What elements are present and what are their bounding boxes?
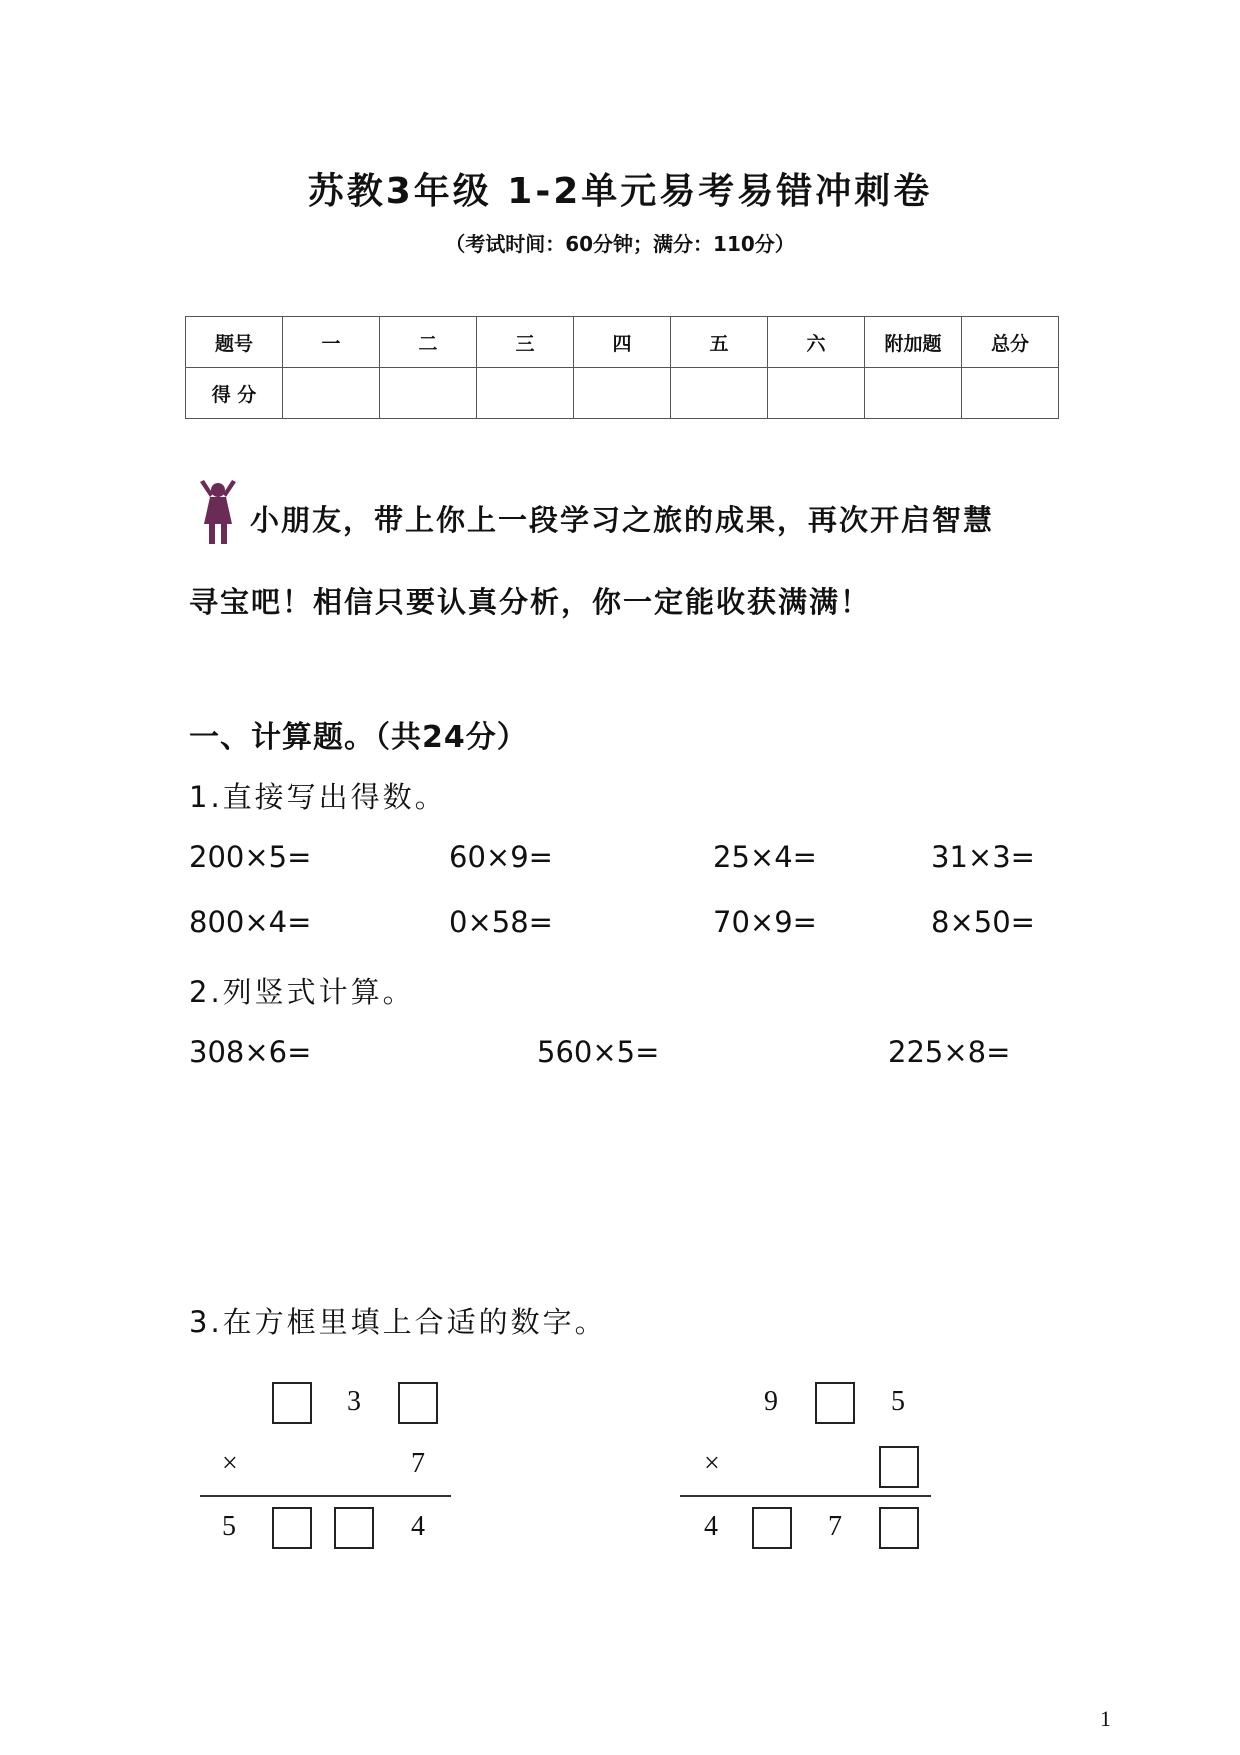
vertical-calc-item: 225×8= [888,1035,1011,1069]
answer-box[interactable] [334,1507,374,1549]
calc-item: 8×50= [931,905,1035,939]
digit: 4 [411,1511,425,1542]
question-3-prompt: 3.在方框里填上合适的数字。 [189,1305,607,1339]
digit: 7 [411,1448,425,1479]
vertical-calc-item: 308×6= [189,1035,312,1069]
answer-box[interactable] [815,1382,855,1424]
digit: 3 [347,1386,361,1417]
score-table [185,316,1059,419]
answer-box[interactable] [752,1507,792,1549]
score-cell[interactable] [865,368,962,419]
score-cell[interactable] [380,368,477,419]
calc-item: 25×4= [713,840,817,874]
calc-item: 0×58= [449,905,553,939]
girl-icon [196,480,240,546]
digit: 4 [704,1511,718,1542]
calc-item: 200×5= [189,840,312,874]
calc-item: 60×9= [449,840,553,874]
digit: 5 [222,1511,236,1542]
digit: 5 [891,1386,905,1417]
answer-box[interactable] [272,1382,312,1424]
intro-line-2: 寻宝吧！相信只要认真分析，你一定能收获满满！ [189,585,872,619]
score-cell[interactable] [768,368,865,419]
score-cell[interactable] [574,368,671,419]
header-cell: 四 [574,317,671,368]
header-cell: 六 [768,317,865,368]
vertical-calc-item: 560×5= [537,1035,660,1069]
score-table-header-row [186,317,1059,368]
answer-box[interactable] [272,1507,312,1549]
score-cell[interactable] [962,368,1059,419]
header-cell: 三 [477,317,574,368]
score-cell[interactable] [671,368,768,419]
header-cell: 题号 [186,317,283,368]
page-number: 1 [1100,1706,1111,1731]
digit: 7 [828,1511,842,1542]
header-cell: 一 [283,317,380,368]
answer-box[interactable] [879,1446,919,1488]
header-cell: 附加题 [865,317,962,368]
times-sign: × [222,1448,238,1479]
section-title: 一、计算题。（共24分） [189,720,528,755]
intro-line-1: 小朋友，带上你上一段学习之旅的成果，再次开启智慧 [250,503,995,537]
answer-box[interactable] [879,1507,919,1549]
result-line [200,1495,451,1497]
header-cell: 二 [380,317,477,368]
answer-box[interactable] [398,1382,438,1424]
calc-item: 70×9= [713,905,817,939]
score-cell[interactable] [283,368,380,419]
question-2-prompt: 2.列竖式计算。 [189,975,415,1009]
times-sign: × [704,1448,720,1479]
score-table-score-row [186,368,1059,419]
score-cell[interactable] [477,368,574,419]
header-cell: 五 [671,317,768,368]
calc-item: 800×4= [189,905,312,939]
digit: 9 [764,1386,778,1417]
header-cell: 总分 [962,317,1059,368]
row-label: 得 分 [186,368,283,419]
question-1-prompt: 1.直接写出得数。 [189,780,447,814]
exam-info: （考试时间：60分钟；满分：110分） [445,232,795,256]
calc-item: 31×3= [931,840,1035,874]
page-title: 苏教3年级 1-2单元易考易错冲刺卷 [307,171,933,212]
result-line [680,1495,931,1497]
